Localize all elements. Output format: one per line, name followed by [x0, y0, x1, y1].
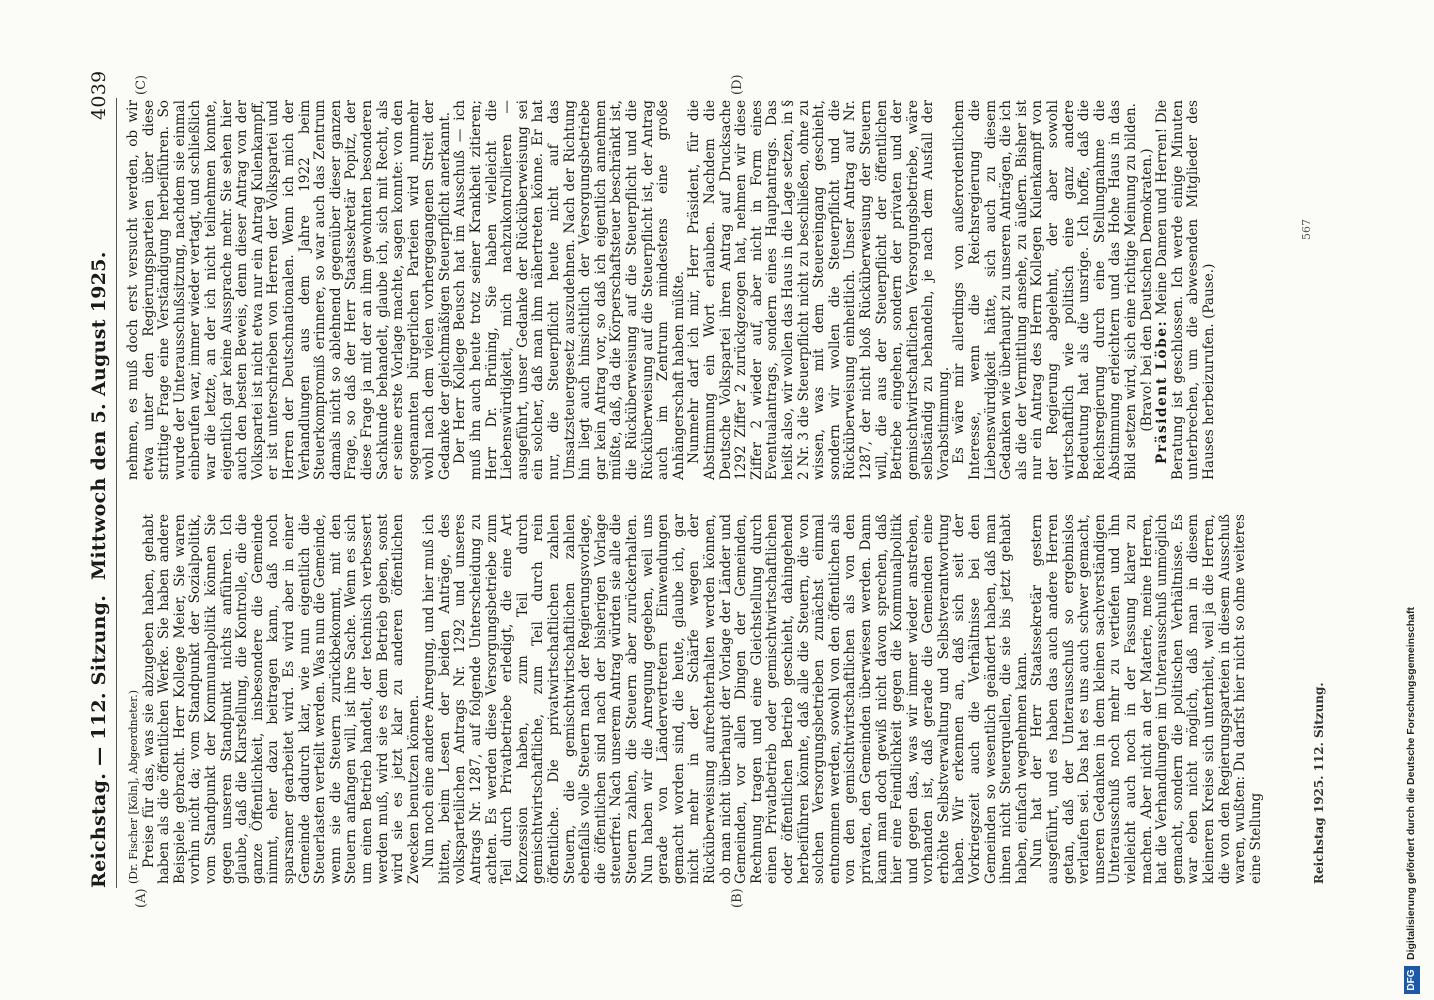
header-rule [116, 98, 117, 888]
left-column [126, 514, 1264, 884]
margin-mark-a: (A) [134, 888, 149, 908]
digitization-credit: Digitalisierung gefördert durch die Deutsche Forschungsgemeinschaft [1405, 607, 1417, 960]
margin-mark-d: (D) [730, 74, 745, 95]
margin-mark-b: (B) [730, 888, 745, 908]
footer-sheet-number: 567 [1300, 219, 1313, 240]
president-label: Präsident Löbe: [1154, 319, 1171, 464]
footer-reference: Reichstag 1925. 112. Sitzung. [1312, 682, 1326, 884]
right-paragraph: nehmen, es muß doch erst versucht werden, ob wir etwa unter den Regierungsparteien über diese strittige Frage eine Verständigung herbeiführen. So wurde der Unterausschußsitzung, nachdem sie einmal einberufen war, immer wieder vertagt, und schließlich war die letzte, an der ich nicht teilnehmen konnte, eigentlich gar keine Aussprache mehr. Sie sehen hier auch den besten Beweis, denn dieser Antrag von der Volkspartei ist nicht etwa nur ein Antrag Kulenkampff, er ist unterschrieben von Herren der Volkspartei und Herren der Deutschnationalen. Wenn ich mich der Verhandlungen aus dem Jahre 1922 beim Steuerkompromiß erinnere, so war auch das Zentrum damals nicht so ablehnend gegenüber dieser ganzen Frage, so daß der Herr Staatssekretär Popitz, der diese Frage ja mit der an ihm gewohnten besonderen Sachkunde behandelt, glaube ich, sich mit Recht, als er seine erste Vorlage machte, sagen konnte: von den sogenannten bürgerlichen Parteien wird nunmehr wohl nach dem vielen vorhergegangenen Streit der Gedanke der gleichmäßigen Steuerpflicht anerkannt. [125, 100, 453, 480]
president-text: Meine Damen und Herren! Die Beratung ist geschlossen. Ich werde einige Minuten unterbrechen, um die abwesenden Mitglieder des Hauses herbeizurufen. (Pause.) [1154, 100, 1217, 480]
right-paragraph: Nunmehr darf ich mir, Herr Präsident, für die Abstimmung ein Wort erlauben. Nachdem die Deutsche Volkspartei ihren Antrag auf Drucksache 1292 Ziffer 2 zurückgezogen hat, nehmen wir diese Ziffer 2 wieder auf, aber nicht in Form eines Eventualantrags, sondern eines Hauptantrags. Das heißt also, wir wollen das Haus in die Lage setzen, in § 2 Nr. 3 die Steuerpflicht nicht zu beschließen, ohne zu wissen, was mit dem Steuereingang geschieht, sondern wir wollen die Steuerpflicht und die Rücküberweisung einheitlich. Unser Antrag auf Nr. 1287, der nicht bloß Rücküberweisung der Steuern will, die aus der Steuerpflicht der öffentlichen Betriebe eingehen, sondern der privaten und der gemischtwirtschaftlichen Versorgungsbetriebe, wäre selbständig zu behandeln, je nach dem Ausfall der Vorabstimmung. [686, 100, 952, 480]
margin-mark-c: (C) [134, 74, 149, 95]
speaker-note: (Dr. Fischer [Köln], Abgeordneter.) [127, 689, 140, 884]
left-paragraph: Nun noch eine andere Anregung, und hier muß ich bitten, beim Lesen der beiden Anträge, des volksparteilichen Antrags Nr. 1292 und unseres Antrags Nr. 1287, auf folgende Unterscheidung zu achten. Es werden diese Versorgungsbetriebe zum Teil durch Privatbetriebe erledigt, die eine Art Konzession haben, zum Teil durch gemischtwirtschaftliche, zum Teil durch rein öffentliche. Die privatwirtschaftlichen zahlen Steuern, die gemischtwirtschaftlichen zahlen ebenfalls volle Steuern nach der Regierungsvorlage, die öffentlichen sind nach der bisherigen Vorlage steuerfrei. Nach unserem Antrag würden sie alle die Steuern zahlen, die Steuern aber zurückerhalten. Nun haben wir die Anregung gegeben, weil uns gerade von Ländervertretern Einwendungen gemacht worden sind, die heute, glaube ich, gar nicht mehr in der Schärfe wegen der Rücküberweisung aufrechterhalten werden können, ob man nicht überhaupt der Vorlage der Länder und Gemeinden, vor allen Dingen der Gemeinden, Rechnung tragen und eine Gleichstellung durch einen Privatbetrieb oder gemischtwirtschaftlichen oder öffentlichen Betrieb geschieht, dahingehend herbeiführen könnte, daß alle die Steuern, die von solchen Versorgungsbetrieben zunächst einmal entnommen werden, sowohl von den öffentlichen als von den gemischtwirtschaftlichen als von den privaten, den Gemeinden überwiesen werden. Dann kann man doch gewiß nicht davon sprechen, daß hier eine Feindlichkeit gegen die Kommunalpolitik und gegen das, was wir immer wieder anstreben, vorhanden ist, daß gerade die Gemeinden eine erhöhte Selbstverwaltung und Selbstverantwortung haben. Wir erkennen an, daß sich seit der Vorkriegszeit auch die Verhältnisse bei den Gemeinden so wesentlich geändert haben, daß man ihnen nicht Steuerquellen, die sie bis jetzt gehabt haben, einfach wegnehmen kann. [421, 514, 1030, 884]
right-column [126, 100, 1218, 480]
applause-note: (Bravo! bei den Deutschen Demokraten.) [1138, 148, 1155, 432]
left-paragraph: Nun hat der Herr Staatssekretär gestern ausgeführt, und es haben das auch andere Herren getan, daß der Unterausschuß so ergebnislos verlaufen sei. Das hat es uns auch schwer gemacht, unseren Gedanken in dem kleinen sachverständigen Unterausschuß noch mehr zu vertiefen und ihn vielleicht auch noch in der Fassung klarer zu machen. Aber nicht an der Materie, meine Herren, hat die Verhandlungen im Unterausschuß unmöglich gemacht, sondern die politischen Verhältnisse. Es war eben nicht möglich, daß man in diesem kleineren Kreise sich unterhielt, weil ja die Herren, die von den Regierungsparteien in diesem Ausschuß waren, wußten: Du darfst hier nicht so ohne weiteres eine Stellung [1029, 514, 1264, 884]
right-paragraph: Es wäre mir allerdings von außerordentlichem Interesse, wenn die Reichsregierung die Liebenswürdigkeit hätte, sich auch zu diesem Gedanken wie überhaupt zu unseren Anträgen, die ich als die der Vermittlung ansehe, zu äußern. Bisher ist nur ein Antrag des Herrn Kollegen Kulenkampff von der Regierung abgelehnt, der aber sowohl wirtschaftlich wie politisch eine ganz andere Bedeutung hat als die unsrige. Ich hoffe, daß die Reichsregierung durch eine Stellungnahme die Abstimmung erleichtern und das Hohe Haus in das Bild setzen wird, sich eine richtige Meinung zu bilden. [951, 100, 1139, 480]
president-paragraph [1155, 100, 1217, 480]
page-number: 4039 [88, 70, 110, 120]
header-date: Mittwoch den 5. August 1925. [88, 251, 110, 580]
left-paragraph: Preise für das, was sie abzugeben haben, gehabt haben als die öffentlichen Werke. Sie haben andere Beispiele gebracht. Herr Kollege Meier, Sie waren vorhin nicht da; vom Standpunkt der Sozialpolitik, vom Standpunkt der Kommunalpolitik können Sie gegen unseren Standpunkt nichts anführen. Ich glaube, daß die Klarstellung, die Kontrolle, die die ganze Öffentlichkeit, insbesondere die Gemeinde nimmt, eher dazu beitragen kann, daß noch sparsamer gearbeitet wird. Es wird aber in einer Gemeinde dadurch klar, wie nun eigentlich die Steuerlasten verteilt werden. Was nun die Gemeinde, wenn sie die Steuern zurückbekommt, mit den Steuern anfangen will, ist ihre Sache. Wenn es sich um einen Betrieb handelt, der technisch verbessert werden muß, wird sie es dem Betrieb geben, sonst wird sie es jetzt klar zu anderen öffentlichen Zwecken benutzen können. [140, 514, 422, 884]
right-paragraph: Der Herr Kollege Beusch hat im Ausschuß — ich muß ihn auch heute trotz seiner Krankheit zitieren; Herr Dr. Brüning, Sie haben vielleicht die Liebenswürdigkeit, mich nachzukontrollieren — ausgeführt, unser Gedanke der Rücküberweisung sei ein solcher, daß man ihm nähertreten könne. Er hat nur, die Steuerpflicht heute nicht auf das Umsatzsteuergesetz auszudehnen. Nach der Richtung hin liegt auch hinsichtlich der Versorgungsbetriebe gar kein Antrag vor, so daß ich eigentlich annehmen müßte, daß, da die Körperschaftsteuer beschränkt ist, die Rücküberweisung auf die Steuerpflicht und die Rücküberweisung auf die Steuerpflicht ist, der Antrag auch im Zentrum mindestens eine große Anhängerschaft haben müßte. [452, 100, 687, 480]
dfg-logo: DFG [1404, 966, 1420, 994]
header-session: Reichstag. — 112. Sitzung. [88, 594, 110, 888]
